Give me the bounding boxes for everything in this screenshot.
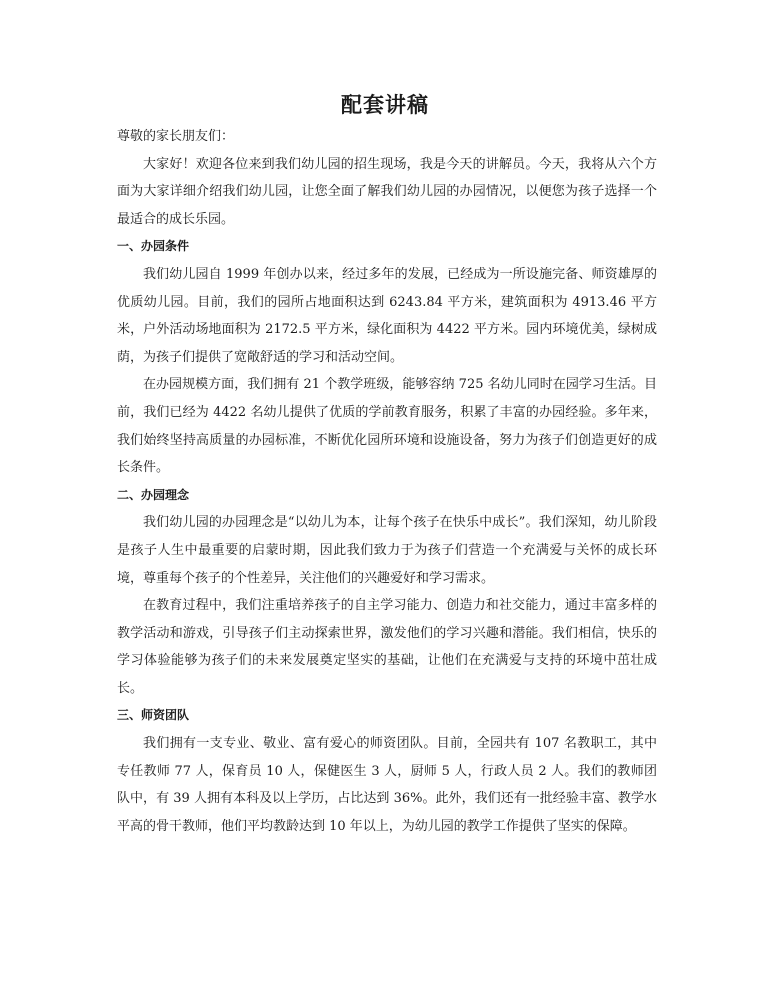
faculty-paragraph-1: 我们拥有一支专业、敬业、富有爱心的师资团队。目前，全园共有 107 名教职工，其中专任教师 77 人，保育员 10 人，保健医生 3 人，厨师 5 人，行政人员 2 人。我们的教师团队中，有 39 人拥有本科及以上学历，占比达到 36%。此外，我们还有一批经验丰富、教学水平高的骨干教师，他们平均教龄达到 10 年以上，为幼儿园的教学工作提供了坚实的保障。 bbox=[117, 736, 657, 834]
facilities-paragraph-2: 在办园规模方面，我们拥有 21 个教学班级，能够容纳 725 名幼儿同时在园学习生活。目前，我们已经为 4422 名幼儿提供了优质的学前教育服务，积累了丰富的办园经验。多年来，我们始终坚持高质量的办园标准，不断优化园所环境和设施设备，努力为孩子们创造更好的成长条件。 bbox=[117, 377, 657, 476]
section-heading-faculty: 三、师资团队 bbox=[117, 708, 190, 723]
document-body bbox=[117, 123, 657, 840]
document-title: 配套讲稿 bbox=[341, 92, 429, 117]
greeting-line: 尊敬的家长朋友们： bbox=[117, 129, 235, 144]
section-heading-facilities: 一、办园条件 bbox=[117, 239, 190, 254]
philosophy-paragraph-2: 在教育过程中，我们注重培养孩子的自主学习能力、创造力和社交能力，通过丰富多样的教学活动和游戏，引导孩子们主动探索世界，激发他们的学习兴趣和潜能。我们相信，快乐的学习体验能够为孩子们的未来发展奠定坚实的基础，让他们在充满爱与支持的环境中茁壮成长。 bbox=[117, 598, 657, 696]
facilities-paragraph-1: 我们幼儿园自 1999 年创办以来，经过多年的发展，已经成为一所设施完备、师资雄厚的优质幼儿园。目前，我们的园所占地面积达到 6243.84 平方米，建筑面积为 4913.46 平方米，户外活动场地面积为 2172.5 平方米，绿化面积为 4422 平方米。园内环境优美，绿树成荫，为孩子们提供了宽敞舒适的学习和活动空间。 bbox=[117, 266, 657, 365]
intro-paragraph: 大家好！欢迎各位来到我们幼儿园的招生现场，我是今天的讲解员。今天，我将从六个方面为大家详细介绍我们幼儿园，让您全面了解我们幼儿园的办园情况，以便您为孩子选择一个最适合的成长乐园。 bbox=[117, 156, 657, 227]
philosophy-paragraph-1: 我们幼儿园的办园理念是“以幼儿为本，让每个孩子在快乐中成长”。我们深知，幼儿阶段是孩子人生中最重要的启蒙时期，因此我们致力于为孩子们营造一个充满爱与关怀的成长环境，尊重每个孩子的个性差异，关注他们的兴趣爱好和学习需求。 bbox=[117, 515, 657, 586]
section-heading-philosophy: 二、办园理念 bbox=[117, 487, 190, 502]
